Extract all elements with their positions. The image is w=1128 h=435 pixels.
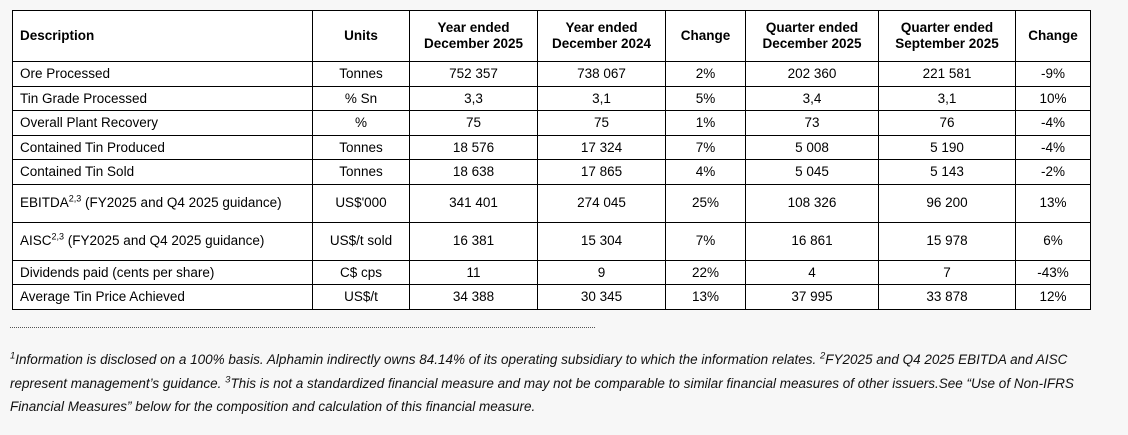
cell-description xyxy=(13,160,313,185)
cell-change-annual: 5% xyxy=(666,86,746,111)
cell-change-quarter: -2% xyxy=(1016,160,1091,185)
cell-change-annual: 13% xyxy=(666,285,746,310)
cell-fy2025: 16 381 xyxy=(410,222,538,260)
row-label: Contained Tin Produced xyxy=(20,139,165,155)
column-header-q3-2025 xyxy=(879,11,1016,62)
header-line2: December 2025 xyxy=(762,36,862,51)
cell-change-annual: 22% xyxy=(666,260,746,285)
cell-q3-2025: 96 200 xyxy=(879,184,1016,222)
cell-description xyxy=(13,184,313,222)
footnote-text-1: Information is disclosed on a 100% basis. Alphamin indirectly owns 84.14% of its operating subsidiary to which the information relates. xyxy=(15,352,820,367)
footnote-marker-2: 2 xyxy=(819,350,826,362)
header-line1: Year ended xyxy=(565,20,638,36)
column-header-description xyxy=(13,11,313,62)
financial-summary-table-wrapper xyxy=(12,10,1090,310)
table-row xyxy=(13,260,1091,285)
footnote-marker: 2,3 xyxy=(68,193,82,204)
cell-change-annual: 2% xyxy=(666,62,746,87)
cell-fy2025: 75 xyxy=(410,111,538,136)
table-body xyxy=(13,62,1091,310)
cell-q4-2025: 37 995 xyxy=(746,285,879,310)
cell-units: Tonnes xyxy=(313,62,410,87)
cell-fy2025: 341 401 xyxy=(410,184,538,222)
cell-description xyxy=(13,111,313,136)
row-label-suffix: (FY2025 and Q4 2025 guidance) xyxy=(81,195,282,211)
cell-q3-2025: 5 190 xyxy=(879,135,1016,160)
table-row xyxy=(13,111,1091,136)
header-line1: Change xyxy=(1028,28,1078,44)
header-line2: December 2024 xyxy=(551,36,652,51)
header-line1: Change xyxy=(680,28,731,44)
footnote-divider xyxy=(10,327,595,328)
cell-fy2024: 274 045 xyxy=(538,184,666,222)
table-row xyxy=(13,222,1091,260)
header-line1: Quarter ended xyxy=(765,20,859,36)
table-row xyxy=(13,160,1091,185)
column-header-change-annual xyxy=(666,11,746,62)
cell-fy2024: 17 865 xyxy=(538,160,666,185)
column-header-q4-2025 xyxy=(746,11,879,62)
table-row xyxy=(13,86,1091,111)
table-header-row xyxy=(13,11,1091,62)
row-label: Overall Plant Recovery xyxy=(20,115,159,131)
cell-units: US$'000 xyxy=(313,184,410,222)
row-label: Tin Grade Processed xyxy=(20,90,148,106)
row-label: Contained Tin Sold xyxy=(20,164,135,180)
cell-q4-2025: 5 008 xyxy=(746,135,879,160)
header-line1: Year ended xyxy=(437,20,510,36)
cell-q3-2025: 33 878 xyxy=(879,285,1016,310)
cell-q3-2025: 5 143 xyxy=(879,160,1016,185)
table-row xyxy=(13,285,1091,310)
footnote-text-3: This is not a standardized financial measure and may not be comparable to similar financial measures of other issuers.See “Use of Non-IFRS Financial Measures” below for the composition and calculation of this financial measure. xyxy=(10,375,1074,415)
row-label: EBITDA xyxy=(20,195,69,211)
cell-change-annual: 4% xyxy=(666,160,746,185)
header-line2: December 2025 xyxy=(423,36,524,51)
row-label: Average Tin Price Achieved xyxy=(20,289,185,305)
cell-change-quarter: -4% xyxy=(1016,111,1091,136)
row-label: Ore Processed xyxy=(20,66,111,81)
cell-q4-2025: 202 360 xyxy=(746,62,879,87)
row-label-suffix: (FY2025 and Q4 2025 guidance) xyxy=(64,233,265,249)
cell-fy2024: 75 xyxy=(538,111,666,136)
cell-q4-2025: 16 861 xyxy=(746,222,879,260)
cell-q3-2025: 76 xyxy=(879,111,1016,136)
table-header xyxy=(13,11,1091,62)
row-label: AISC xyxy=(20,233,52,249)
cell-units: Tonnes xyxy=(313,135,410,160)
cell-change-annual: 1% xyxy=(666,111,746,136)
footnote-marker-1: 1 xyxy=(10,350,16,362)
cell-change-quarter: -9% xyxy=(1016,62,1091,87)
footnote-marker: 2,3 xyxy=(51,231,65,242)
cell-q3-2025: 7 xyxy=(879,260,1016,285)
footnote-text-2: FY2025 and Q4 2025 EBITDA and AISC represent management’s guidance. xyxy=(10,352,1068,391)
cell-q4-2025: 108 326 xyxy=(746,184,879,222)
cell-fy2024: 9 xyxy=(538,260,666,285)
cell-change-quarter: 12% xyxy=(1016,285,1091,310)
cell-units: % Sn xyxy=(313,86,410,111)
cell-change-quarter: -4% xyxy=(1016,135,1091,160)
cell-q3-2025: 15 978 xyxy=(879,222,1016,260)
row-label: Dividends paid (cents per share) xyxy=(20,264,215,280)
cell-change-annual: 7% xyxy=(666,222,746,260)
cell-fy2024: 15 304 xyxy=(538,222,666,260)
cell-fy2025: 11 xyxy=(410,260,538,285)
cell-description xyxy=(13,222,313,260)
cell-units: Tonnes xyxy=(313,160,410,185)
cell-q4-2025: 5 045 xyxy=(746,160,879,185)
cell-units: % xyxy=(313,111,410,136)
cell-change-annual: 25% xyxy=(666,184,746,222)
footnotes-block xyxy=(10,348,1110,419)
cell-fy2024: 30 345 xyxy=(538,285,666,310)
cell-description xyxy=(13,260,313,285)
header-line1: Units xyxy=(344,28,378,44)
cell-fy2025: 18 576 xyxy=(410,135,538,160)
cell-fy2025: 752 357 xyxy=(410,62,538,87)
cell-fy2024: 738 067 xyxy=(538,62,666,87)
header-line1: Description xyxy=(20,28,95,44)
table-row xyxy=(13,62,1091,87)
cell-q4-2025: 3,4 xyxy=(746,86,879,111)
cell-fy2025: 34 388 xyxy=(410,285,538,310)
cell-fy2024: 3,1 xyxy=(538,86,666,111)
header-line2: September 2025 xyxy=(895,36,999,51)
cell-units: US$/t sold xyxy=(313,222,410,260)
cell-change-quarter: 10% xyxy=(1016,86,1091,111)
cell-units: C$ cps xyxy=(313,260,410,285)
column-header-fy2024 xyxy=(538,11,666,62)
cell-q4-2025: 73 xyxy=(746,111,879,136)
cell-fy2025: 3,3 xyxy=(410,86,538,111)
cell-q3-2025: 221 581 xyxy=(879,62,1016,87)
cell-description xyxy=(13,285,313,310)
cell-change-annual: 7% xyxy=(666,135,746,160)
header-line1: Quarter ended xyxy=(900,20,994,36)
cell-units: US$/t xyxy=(313,285,410,310)
cell-fy2024: 17 324 xyxy=(538,135,666,160)
cell-description xyxy=(13,86,313,111)
table-row xyxy=(13,135,1091,160)
column-header-fy2025 xyxy=(410,11,538,62)
column-header-units xyxy=(313,11,410,62)
cell-change-quarter: 6% xyxy=(1016,222,1091,260)
cell-q3-2025: 3,1 xyxy=(879,86,1016,111)
cell-q4-2025: 4 xyxy=(746,260,879,285)
cell-change-quarter: 13% xyxy=(1016,184,1091,222)
footnote-marker-3: 3 xyxy=(225,374,231,386)
cell-description xyxy=(13,62,313,87)
cell-change-quarter: -43% xyxy=(1016,260,1091,285)
cell-fy2025: 18 638 xyxy=(410,160,538,185)
cell-description xyxy=(13,135,313,160)
table-row xyxy=(13,184,1091,222)
column-header-change-quarter xyxy=(1016,11,1091,62)
financial-summary-table xyxy=(12,10,1091,310)
